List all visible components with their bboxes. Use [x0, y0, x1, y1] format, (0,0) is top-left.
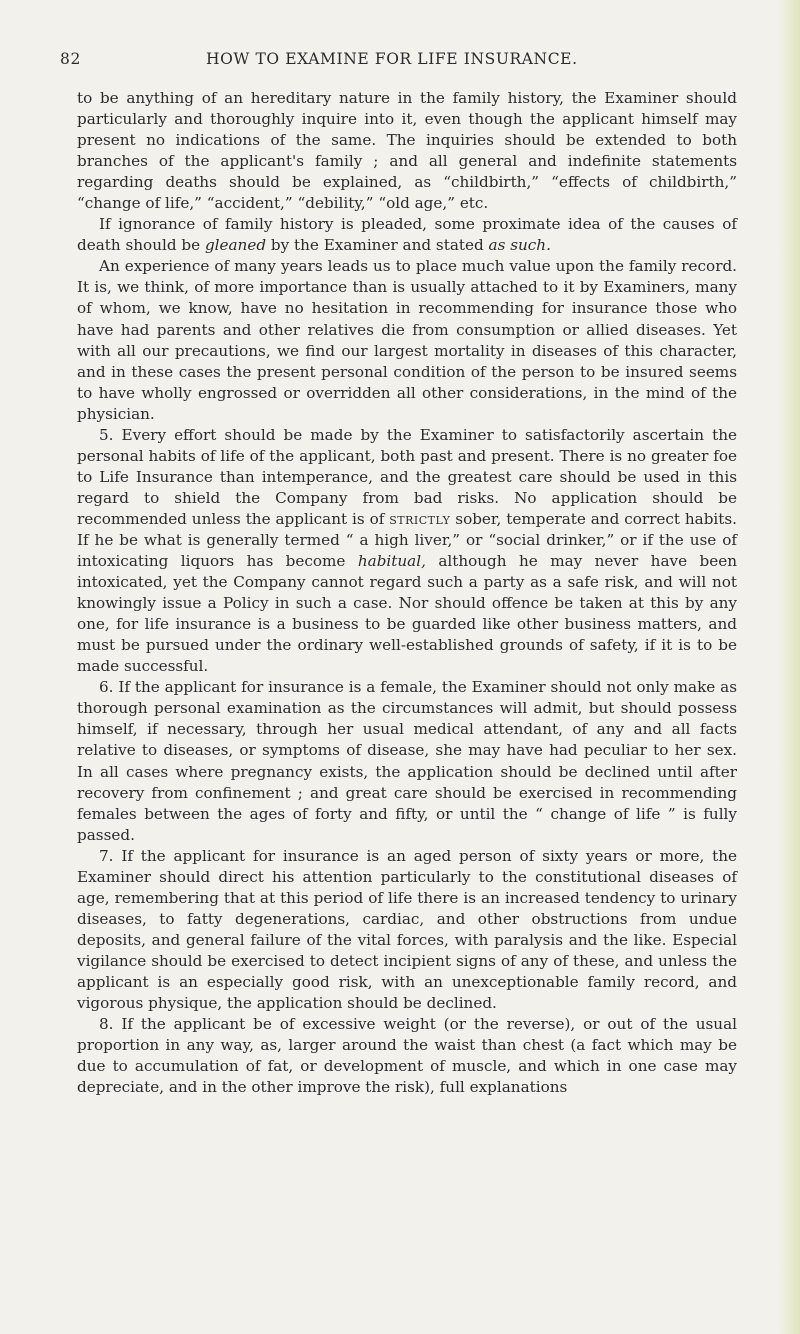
paragraph-text: 7. If the applicant for insurance is an aged person of sixty years or more, the Examiner should direct his attention particularly to the constitutional diseases of age, remembering that at this period of life there is an increased tendency to urinary diseases, to fatty degenerations, cardiac, and other obstructions from undue deposits, and general failure of the vital forces, with paralysis and the like. Especial vigilance should be exercised to detect incipient signs of any of these, and unless the applicant is an especially good risk, with an unexceptionable family record, and vigorous physique, the application should be declined. — [77, 846, 737, 1013]
italic-habitual: habitual, — [357, 552, 426, 571]
paragraph-text: 5. Every effort should be made by the Examiner to satisfactorily ascertain the personal habits of life of the applicant, both past and present. There is no greater foe to Life Insurance than intemperance, and the greatest care should be used in this regard to shield the Company from bad risks. No application should be recommended unless the applicant is of — [77, 425, 737, 528]
paragraph-section-7-aged — [77, 846, 737, 1014]
body-text — [77, 88, 737, 1098]
paragraph-section-8-weight — [77, 1014, 737, 1098]
paragraph-section-5-habits — [77, 425, 737, 678]
paragraph-text: 8. If the applicant be of excessive weight (or the reverse), or out of the usual proportion in any way, as, larger around the waist than chest (a fact which may be due to accumulation of fat, or development of muscle, and which in one case may depreciate, and in the other improve the risk), full explanations — [77, 1015, 737, 1097]
paragraph-ignorance-pleaded — [77, 214, 737, 256]
page-edge-shadow — [778, 0, 800, 1334]
paragraph-section-6-female — [77, 677, 737, 845]
paragraph-text: 6. If the applicant for insurance is a female, the Examiner should not only make as thorough personal examination as the circumstances will admit, but should possess himself, if necessary, through her usual medical attendant, of any and all facts relative to diseases, or symptoms of disease, she may have had peculiar to her sex. In all cases where pregnancy exists, the application should be declined until after recovery from confinement ; and great care should be exercised in recommending females between the ages of forty and fifty, or until the “ change of life ” is fully passed. — [77, 678, 737, 844]
paragraph-text: sober, temperate and correct habits. If he be what is generally termed “ a high liver,” or “social drinker,” or if the use of intoxicating liquors has become — [77, 509, 738, 571]
page-header — [60, 50, 740, 78]
paragraph-text: to be anything of an hereditary nature in the family history, the Examiner should particularly and thoroughly inquire into it, even though the applicant himself may present no indications of the same. The inquiries should be extended to both branches of the applicant's family ; and all general and indefinite statements regarding deaths should be explained, as “childbirth,” “effects of childbirth,” “change of life,” “accident,” “debility,” “old age,” etc. — [77, 89, 737, 213]
paragraph-family-record — [77, 256, 737, 424]
paragraph-text: by the Examiner and stated — [266, 236, 489, 255]
page-number: 82 — [60, 50, 81, 68]
small-caps-strictly: strictly — [389, 509, 451, 528]
paragraph-text: If ignorance of family history is pleaded, some proximate idea of the causes of death should be — [77, 215, 737, 255]
paragraph-family-history — [77, 88, 737, 214]
paragraph-text: although he may never have been intoxicated, yet the Company cannot regard such a party as a safe risk, and will not knowingly issue a Policy in such a case. Nor should offence be taken at this by any one, for life insurance is a business to be guarded like other business matters, and must be pursued under the ordinary well-established grounds of safety, if it is to be made successful. — [77, 552, 737, 676]
running-title: HOW TO EXAMINE FOR LIFE INSURANCE. — [206, 50, 578, 68]
paragraph-text: An experience of many years leads us to place much value upon the family record. It is, we think, of more importance than is usually attached to it by Examiners, many of whom, we know, have no hesitation in recommending for insurance those who have had parents and other relatives die from consumption or allied diseases. Yet with all our precautions, we find our largest mortality in diseases of this character, and in these cases the present personal condition of the person to be insured seems to have wholly engrossed or overridden all other considerations, in the mind of the physician. — [77, 257, 737, 423]
italic-as-such: as such. — [488, 236, 551, 255]
italic-gleaned: gleaned — [204, 236, 267, 255]
